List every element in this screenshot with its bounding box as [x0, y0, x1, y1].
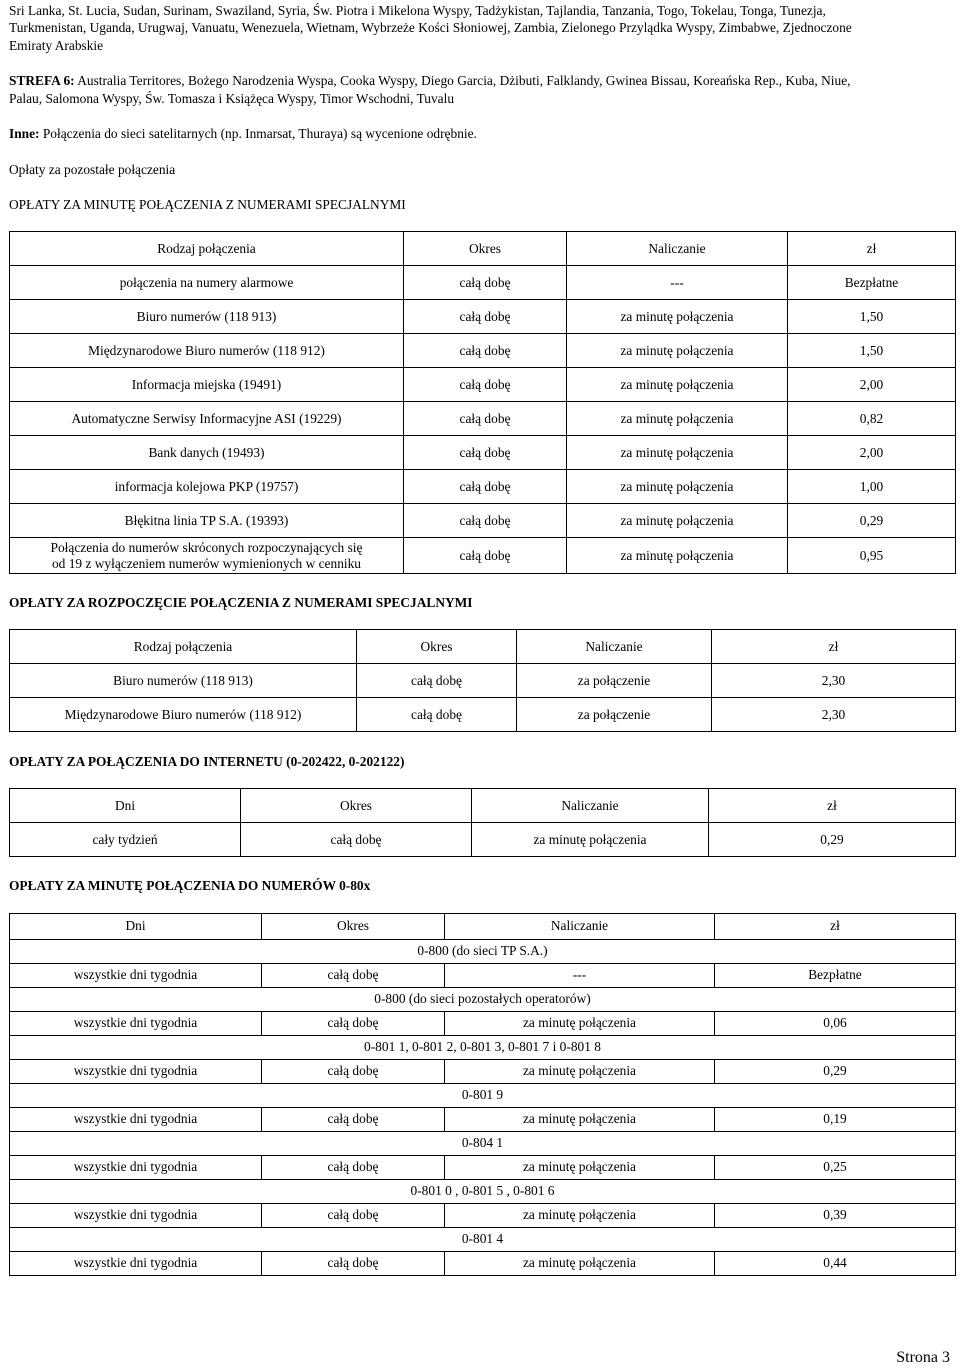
table-cell: wszystkie dni tygodnia: [10, 1059, 262, 1083]
internet-connection-table: [9, 788, 956, 857]
table-cell: całą dobę: [262, 1011, 445, 1035]
table-row: [10, 697, 956, 731]
column-header: Rodzaj połączenia: [10, 232, 404, 266]
table-cell: całą dobę: [262, 1203, 445, 1227]
number-group-label: 0-800 (do sieci pozostałych operatorów): [10, 987, 956, 1011]
cell-line: Połączenia do numerów skróconych rozpoczynających się: [50, 540, 363, 556]
table-row: [10, 470, 956, 504]
table-row: [10, 963, 956, 987]
number-group-label: 0-804 1: [10, 1131, 956, 1155]
number-group-label: 0-801 1, 0-801 2, 0-801 3, 0-801 7 i 0-801 8: [10, 1035, 956, 1059]
table-cell: całą dobę: [404, 266, 567, 300]
table-cell: za minutę połączenia: [445, 1059, 715, 1083]
table-cell: 0,29: [709, 823, 956, 857]
table-cell: 0,44: [715, 1251, 956, 1275]
column-header: Naliczanie: [517, 629, 712, 663]
document-page: [9, 2, 955, 1276]
table-row: [10, 334, 956, 368]
table-cell: za minutę połączenia: [567, 538, 788, 574]
table-cell: 2,30: [712, 697, 956, 731]
table-cell: za minutę połączenia: [472, 823, 709, 857]
inne-paragraph: [9, 125, 955, 142]
table-cell: za połączenie: [517, 663, 712, 697]
table-cell: 2,00: [788, 368, 956, 402]
table-row: [10, 1107, 956, 1131]
text-line: Turkmenistan, Uganda, Urugwaj, Vanuatu, Wenezuela, Wietnam, Wybrzeże Kości Słoniowej, Zambia, Zielonego Przylądka Wyspy, Zimbabwe, Zjednoczone: [9, 20, 852, 36]
strefa-6-label: STREFA 6:: [9, 73, 75, 89]
table-cell: za minutę połączenia: [567, 300, 788, 334]
table-row: [10, 402, 956, 436]
table-cell: 0,82: [788, 402, 956, 436]
column-header: Naliczanie: [472, 789, 709, 823]
table-cell: całą dobę: [404, 300, 567, 334]
table-cell: Bank danych (19493): [10, 436, 404, 470]
table-cell: 0,29: [715, 1059, 956, 1083]
table-cell: 2,30: [712, 663, 956, 697]
table-row: [10, 368, 956, 402]
number-group-label: 0-800 (do sieci TP S.A.): [10, 939, 956, 963]
table-cell: wszystkie dni tygodnia: [10, 1155, 262, 1179]
table-cell: całą dobę: [262, 1155, 445, 1179]
column-header: Naliczanie: [445, 913, 715, 939]
table-cell: 0,29: [788, 504, 956, 538]
table-cell: całą dobę: [357, 663, 517, 697]
table-cell: Automatyczne Serwisy Informacyjne ASI (19229): [10, 402, 404, 436]
table-cell: 0,39: [715, 1203, 956, 1227]
section-4-title: OPŁATY ZA MINUTĘ POŁĄCZENIA DO NUMERÓW 0-80x: [9, 878, 371, 894]
table-cell: 0,19: [715, 1107, 956, 1131]
table-cell: Międzynarodowe Biuro numerów (118 912): [10, 697, 357, 731]
page-number: Strona 3: [896, 1349, 950, 1366]
table-cell: Bezpłatne: [788, 266, 956, 300]
table-cell: za minutę połączenia: [567, 402, 788, 436]
country-list-continued: [9, 2, 955, 54]
number-group-label: 0-801 9: [10, 1083, 956, 1107]
table-cell: całą dobę: [404, 334, 567, 368]
table-cell: całą dobę: [404, 368, 567, 402]
column-header: Okres: [241, 789, 472, 823]
table-cell: połączenia na numery alarmowe: [10, 266, 404, 300]
table-row: [10, 1203, 956, 1227]
table-cell: całą dobę: [262, 1251, 445, 1275]
special-numbers-connection-table: [9, 629, 956, 732]
column-header: zł: [788, 232, 956, 266]
number-group-label: 0-801 0 , 0-801 5 , 0-801 6: [10, 1179, 956, 1203]
table-row: [10, 1251, 956, 1275]
strefa-6-line-1: Australia Territores, Bożego Narodzenia Wyspa, Cooka Wyspy, Diego Garcia, Dżibuti, Falklandy, Gwinea Bissau, Koreańska Rep., Kuba, Niue,: [74, 73, 851, 89]
table-cell: Informacja miejska (19491): [10, 368, 404, 402]
table-cell: wszystkie dni tygodnia: [10, 963, 262, 987]
table-row: [10, 300, 956, 334]
table-cell: za minutę połączenia: [567, 436, 788, 470]
table-cell: za minutę połączenia: [567, 334, 788, 368]
toll-free-numbers-table: [9, 913, 956, 1276]
column-header: Okres: [262, 913, 445, 939]
column-header: Dni: [10, 913, 262, 939]
table-cell: za minutę połączenia: [445, 1251, 715, 1275]
table-cell: Biuro numerów (118 913): [10, 300, 404, 334]
table-cell: całą dobę: [262, 963, 445, 987]
table-cell: za minutę połączenia: [567, 504, 788, 538]
strefa-6-paragraph: [9, 72, 955, 107]
table-cell: wszystkie dni tygodnia: [10, 1203, 262, 1227]
table-cell: 0,25: [715, 1155, 956, 1179]
table-cell: informacja kolejowa PKP (19757): [10, 470, 404, 504]
table-cell: za połączenie: [517, 697, 712, 731]
table-row: [10, 436, 956, 470]
table-cell: całą dobę: [404, 402, 567, 436]
table-cell: za minutę połączenia: [445, 1011, 715, 1035]
table-cell: [10, 538, 404, 574]
table-cell: za minutę połączenia: [445, 1155, 715, 1179]
column-header: Okres: [404, 232, 567, 266]
table-cell: wszystkie dni tygodnia: [10, 1107, 262, 1131]
table-row: [10, 504, 956, 538]
table-cell: cały tydzień: [10, 823, 241, 857]
table-cell: całą dobę: [241, 823, 472, 857]
table-cell: za minutę połączenia: [445, 1107, 715, 1131]
table-cell: całą dobę: [357, 697, 517, 731]
table-row: [10, 1011, 956, 1035]
table-cell: wszystkie dni tygodnia: [10, 1011, 262, 1035]
table-cell: Biuro numerów (118 913): [10, 663, 357, 697]
column-header: Okres: [357, 629, 517, 663]
table-cell: całą dobę: [262, 1059, 445, 1083]
table-cell: 0,95: [788, 538, 956, 574]
table-cell: 1,50: [788, 300, 956, 334]
column-header: zł: [712, 629, 956, 663]
table-row: [10, 1155, 956, 1179]
text-line: Emiraty Arabskie: [9, 37, 104, 53]
column-header: Naliczanie: [567, 232, 788, 266]
number-group-label: 0-801 4: [10, 1227, 956, 1251]
table-row: [10, 538, 956, 574]
table-cell: ---: [445, 963, 715, 987]
table-row: [10, 266, 956, 300]
table-cell: Międzynarodowe Biuro numerów (118 912): [10, 334, 404, 368]
inne-label: Inne:: [9, 126, 40, 142]
inne-text: Połączenia do sieci satelitarnych (np. Inmarsat, Thuraya) są wycenione odrębnie.: [39, 126, 477, 142]
section-3-title: OPŁATY ZA POŁĄCZENIA DO INTERNETU (0-202422, 0-202122): [9, 753, 405, 769]
table-cell: 2,00: [788, 436, 956, 470]
table-cell: za minutę połączenia: [567, 368, 788, 402]
table-cell: za minutę połączenia: [445, 1203, 715, 1227]
table-cell: całą dobę: [404, 436, 567, 470]
strefa-6-line-2: Palau, Salomona Wyspy, Św. Tomasza i Książęca Wyspy, Timor Wschodni, Tuvalu: [9, 90, 455, 106]
table-row: [10, 663, 956, 697]
table-row: [10, 1059, 956, 1083]
table-cell: 1,50: [788, 334, 956, 368]
column-header: zł: [709, 789, 956, 823]
table-cell: całą dobę: [262, 1107, 445, 1131]
table-cell: całą dobę: [404, 538, 567, 574]
special-numbers-per-minute-table: [9, 231, 956, 574]
cell-line: od 19 z wyłączeniem numerów wymienionych w cenniku: [51, 555, 361, 571]
other-charges-title: Opłaty za pozostałe połączenia: [9, 161, 176, 177]
table-cell: 0,06: [715, 1011, 956, 1035]
table-cell: za minutę połączenia: [567, 470, 788, 504]
table-cell: całą dobę: [404, 504, 567, 538]
table-cell: Bezpłatne: [715, 963, 956, 987]
text-line: Sri Lanka, St. Lucia, Sudan, Surinam, Swaziland, Syria, Św. Piotra i Mikelona Wyspy, Tadżykistan, Tajlandia, Tanzania, Togo, Tokelau, Tonga, Tunezja,: [9, 3, 826, 18]
column-header: Rodzaj połączenia: [10, 629, 357, 663]
column-header: Dni: [10, 789, 241, 823]
section-2-title: OPŁATY ZA ROZPOCZĘCIE POŁĄCZENIA Z NUMERAMI SPECJALNYMI: [9, 595, 473, 611]
table-cell: Błękitna linia TP S.A. (19393): [10, 504, 404, 538]
table-cell: wszystkie dni tygodnia: [10, 1251, 262, 1275]
table-cell: całą dobę: [404, 470, 567, 504]
section-1-title: OPŁATY ZA MINUTĘ POŁĄCZENIA Z NUMERAMI SPECJALNYMI: [9, 196, 406, 212]
table-row: [10, 823, 956, 857]
table-cell: ---: [567, 266, 788, 300]
column-header: zł: [715, 913, 956, 939]
table-cell: 1,00: [788, 470, 956, 504]
